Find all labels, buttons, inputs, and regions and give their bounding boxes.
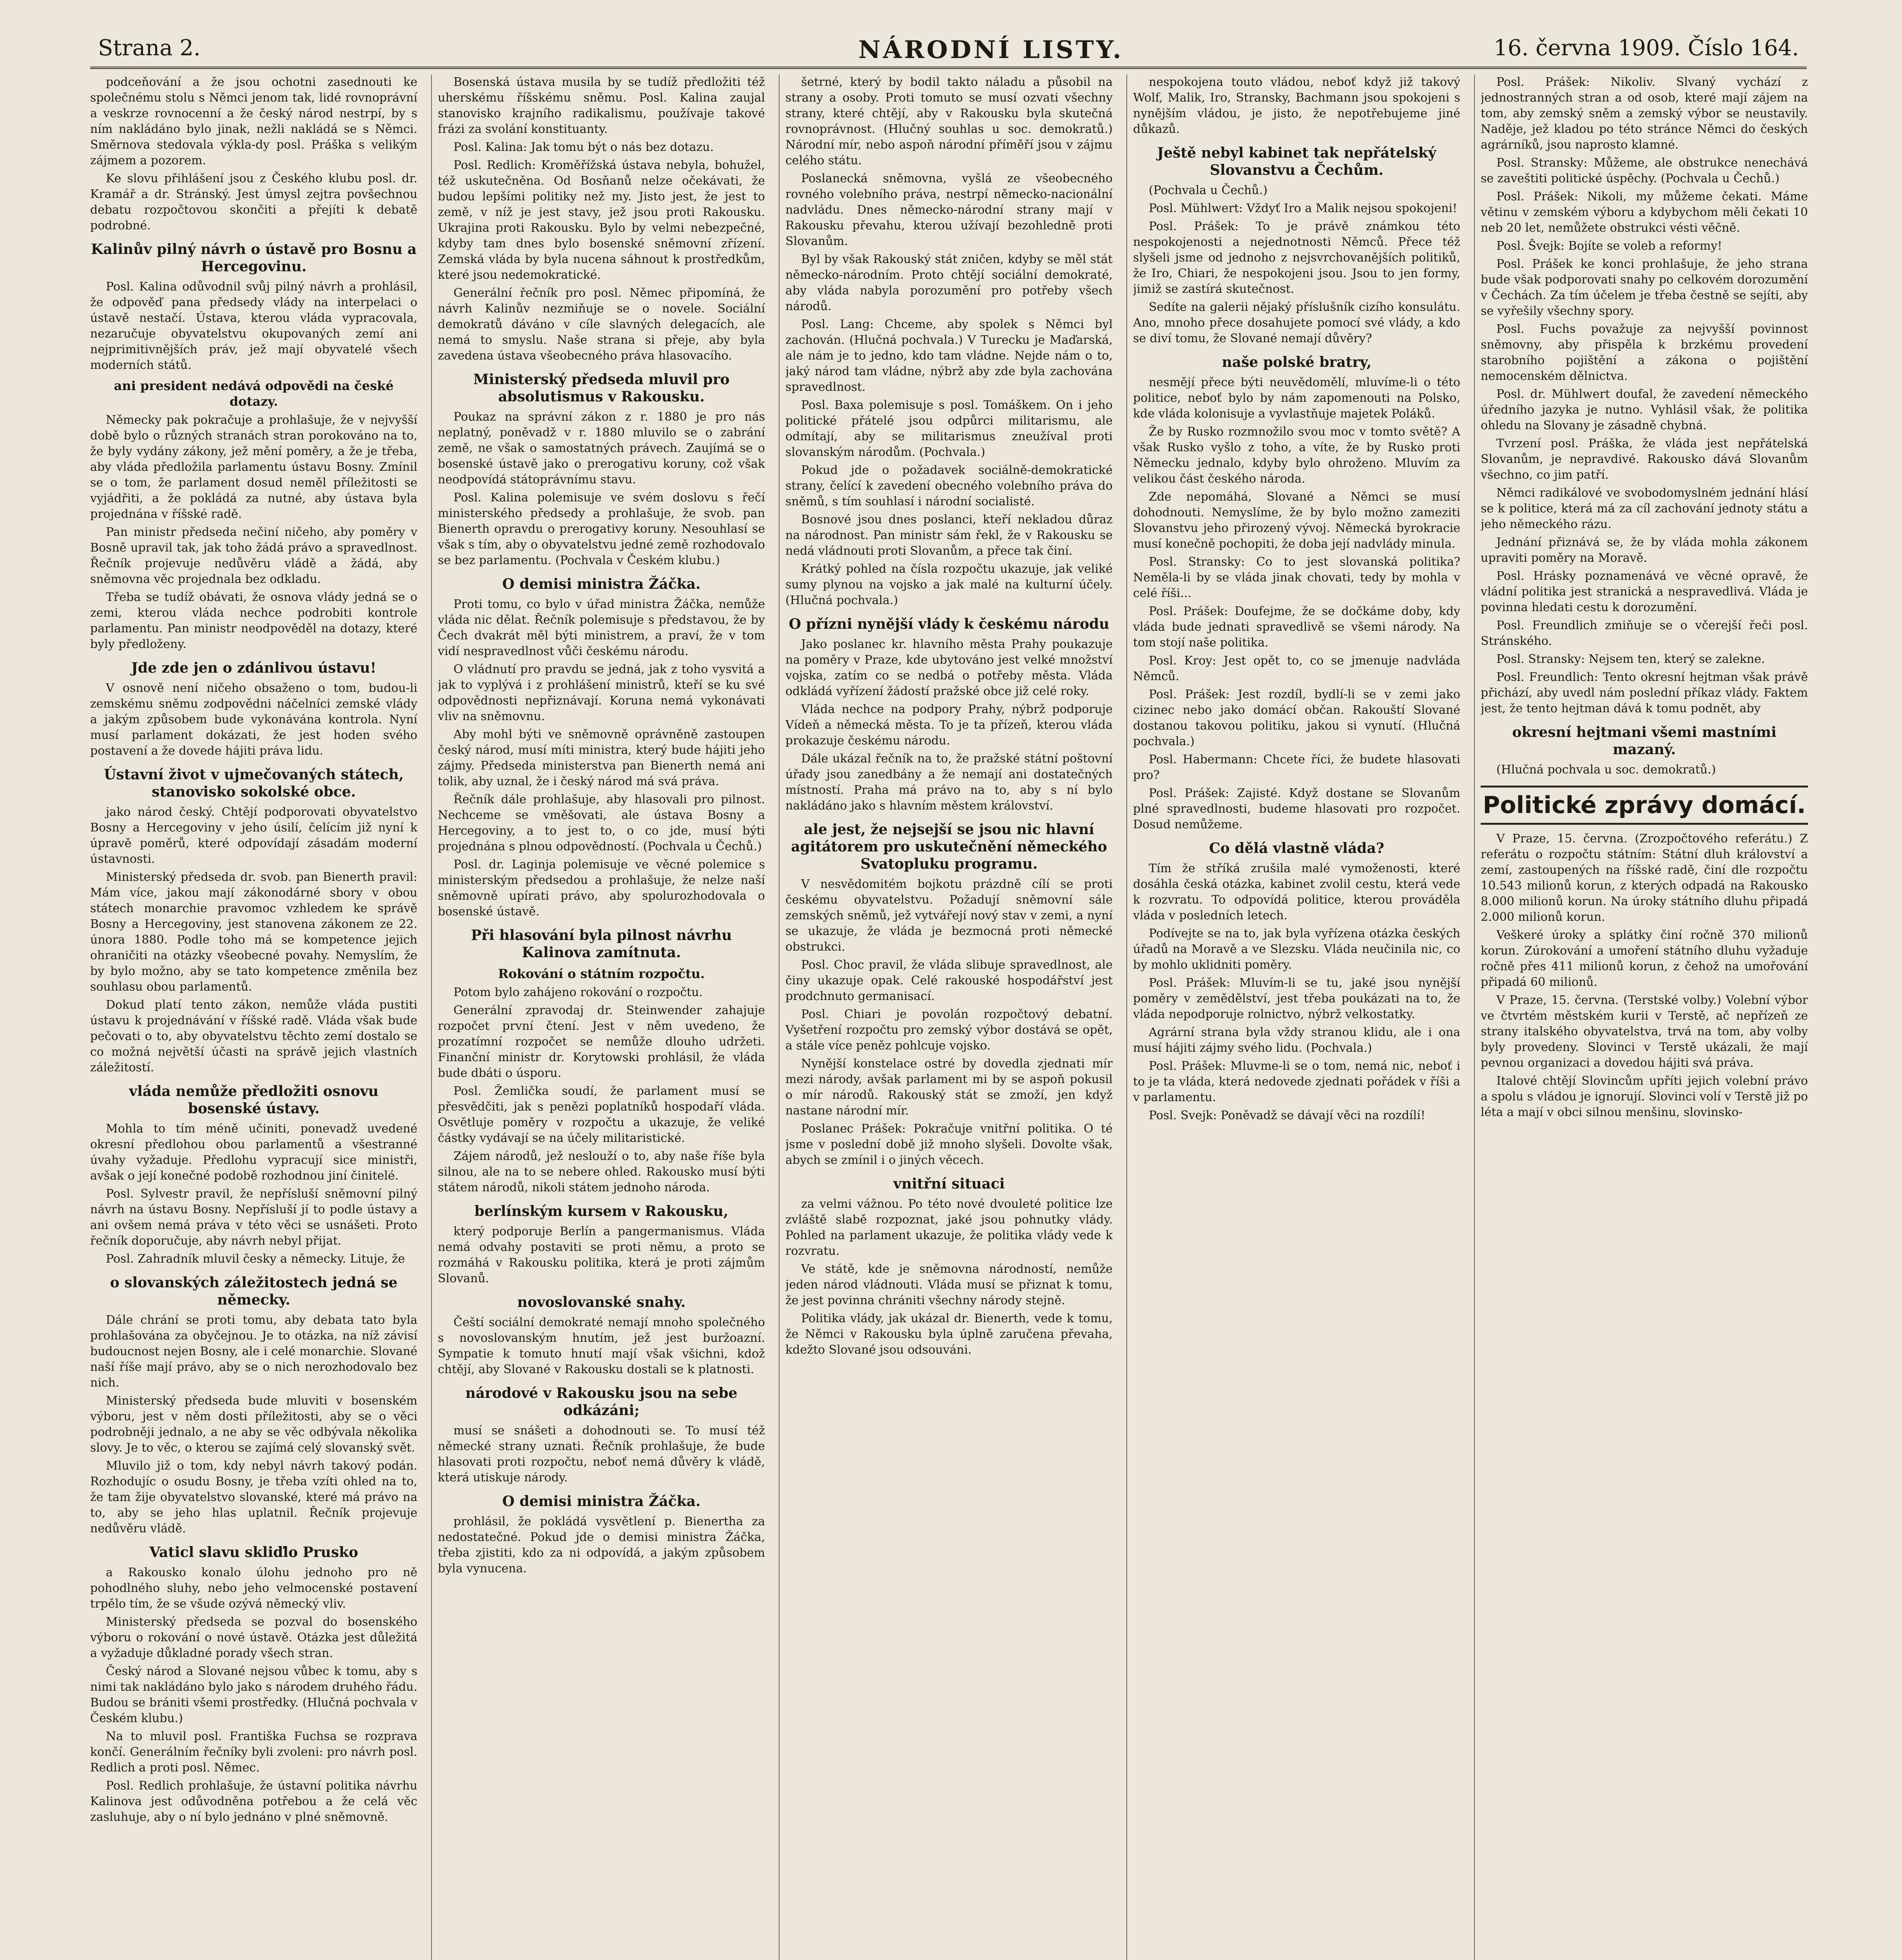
article-heading: vláda nemůže předložiti osnovu bosenské ústavy. (129, 1083, 379, 1117)
article-heading: ale jest, že nejsejší se jsou nic hlavní agitátorem pro uskutečnění německého Svatopluku programu. (791, 821, 1107, 872)
article-paragraph: Posl. Prášek: To je právě známkou této nespokojenosti a nejednotnosti Němců. Přece též slyšeli jsme od jednoho z nejsvrchovanějších politiků, že Iro, Chiari, že nespokojeni jsou. Jsou to jen formy, jimiž se zastírá skutečnost. (1133, 220, 1460, 296)
article-paragraph: V Praze, 15. června. (Terstské volby.) Volební výbor ve čtvrtém městském kurii v Terstě, ač nepřízeň ze strany italského obyvatelstva, trvá na tom, aby volby byly provedeny. Slovinci v Terstě ukázali, že mají pevnou organizaci a dovedou hájiti svá práva. (1481, 993, 1808, 1070)
article-heading: novoslovanské snahy. (517, 1294, 686, 1310)
article-paragraph: podceňování a že jsou ochotni zasednouti ke společnému stolu s Němci jenom tak, lidé rovnoprávní a veskrze rovnocenní a že český národ nestrpí, by s ním nakládáno bylo jinak, nežli nakládá se s Němci. Směrnova stedovala výkla-dy posl. Práška s velikým zájmem a pozorem. (90, 75, 417, 167)
article-paragraph: Němci radikálové ve svobodomyslném jednání hlásí se k politice, která má za cíl zachování jednoty státu a jeho německého rázu. (1481, 486, 1808, 531)
article-heading: O demisi ministra Žáčka. (502, 1493, 701, 1510)
article-paragraph: Bosenská ústava musila by se tudíž předložiti též uherskému říšskému sněmu. Posl. Kalina zaujal stanovisko krajního radikalismu, používaje takové frázi za svolání konstituanty. (438, 75, 765, 136)
article-heading: o slovanských záležitostech jedná se německy. (110, 1274, 398, 1308)
article-heading: Při hlasování byla pilnost návrhu Kalinova zamítnuta. (471, 927, 732, 961)
article-paragraph: musí se snášeti a dohodnouti se. To musí též německé strany uznati. Řečník prohlašuje, že bude hlasovati proti rozpočtu, neboť nemá důvěry k vládě, která utiskuje národy. (438, 1424, 765, 1485)
article-paragraph: Proti tomu, co bylo v úřad ministra Žáčka, nemůže vláda nic dělat. Řečník polemisuje s představou, že by Čech dvakrát měl býti ministrem, a praví, že v tom vidí nespravedlnost vůči českému národu. (438, 597, 765, 658)
article-paragraph: Bosnové jsou dnes poslanci, kteří nekladou důraz na národnost. Pan ministr sám řekl, že v Rakousku se nedá vládnouti proti Slovanům, a přece tak činí. (785, 513, 1113, 558)
article-paragraph: Posl. Svejk: Poněvadž se dávají věci na rozdílí! (1149, 1109, 1425, 1122)
column-2 (438, 74, 765, 1960)
article-heading: O přízni nynější vlády k českému národu (789, 616, 1110, 632)
article-paragraph: Posl. Redlich: Kroměřížská ústava nebyla, bohužel, též uskutečněna. Od Bosňanů nelze očekávati, že budou lepšími politiky než my. Jisto jest, že jest to země, v níž je jest stavy, jež jsou proti Rakousku. Ukrajina proti Rakousku. Bylo by velmi nebezpečné, kdyby tam dnes bylo bosenské sněmovní zřízení. Zemská vláda by byla nucena sáhnout k prostředkům, které jsou nedemokratické. (438, 158, 765, 282)
article-heading: Kalinův pilný návrh o ústavě pro Bosnu a Hercegovinu. (91, 241, 417, 275)
article-paragraph: Posl. Kroy: Jest opět to, co se jmenuje nadvláda Němců. (1133, 654, 1460, 683)
article-paragraph: Ke slovu přihlášení jsou z Českého klubu posl. dr. Kramář a dr. Stránský. Jest úmysl zejtra povšechnou debatu rozpočtovou skončiti a přejíti k debatě podrobné. (90, 172, 417, 232)
article-paragraph: nesmějí přece býti neuvědomělí, mluvíme-li o této politice, neboť bylo by nám zapomenouti na Polsko, kde vláda kolonisuje a vyvlastňuje majetek Poláků. (1133, 376, 1460, 421)
article-paragraph: Veškeré úroky a splátky činí ročně 370 milionů korun. Zúrokování a umoření státního dluhu vyžaduje ročně přes 411 milionů korun, z čehož na umořování připadá 60 milionů. (1481, 928, 1808, 989)
article-paragraph: Posl. Prášek: Mluvme-li se o tom, nemá nic, neboť i to je ta vláda, která nedovede zjednati pořádek v říši a v parlamentu. (1133, 1059, 1460, 1104)
article-paragraph: Posl. Zahradník mluvil česky a německy. Lituje, že (106, 1252, 405, 1266)
article-paragraph: Posl. Chiari je povolán rozpočtový debatní. Vyšetření rozpočtu pro zemský výbor dostává se opět, a stále více peněz pohlcuje vojsko. (785, 1007, 1113, 1053)
article-paragraph: Posl. Fuchs považuje za nejvyšší povinnost sněmovny, aby přispěla k brzkému provedení starobního pojištění a zákona o pojištění nemocenském dělnictva. (1481, 322, 1808, 383)
article-paragraph: Že by Rusko rozmnožilo svou moc v tomto světě? A však Rusko vyšlo z toho, a víte, že by Rusko proti Německu jednalo, kdyby bylo ohroženo. Mluvím za velikou část českého národa. (1133, 425, 1460, 486)
article-paragraph: Posl. Žemlička soudí, že parlament musí se přesvědčiti, jak s penězi poplatníků hospodaří vláda. Osvětluje poměry v rozpočtu a ukazuje, že veliké částky vydávají se na účely militaristické. (438, 1084, 765, 1145)
article-heading: Jde zde jen o zdánlivou ústavu! (131, 660, 377, 676)
article-paragraph: a Rakousko konalo úlohu jednoho pro ně pohodlného sluhy, nebo jeho velmocenské postavení trpělo tím, že se všude ozývá německý vliv. (90, 1566, 417, 1611)
article-paragraph: Posl. Stransky: Nejsem ten, který se zalekne. (1496, 652, 1765, 666)
article-paragraph: Posl. Lang: Chceme, aby spolek s Němci byl zachován. (Hlučná pochvala.) V Turecku je Maďarská, ale nám je to jedno, kdo tam vládne. Nejde nám o to, jaký národ tam vládne, nýbrž aby zde byla zachována spravedlnost. (785, 318, 1113, 394)
article-paragraph: Byl by však Rakouský stát zničen, kdyby se měl stát německo-národním. Proto chtějí sociální demokraté, aby vláda nabyla porozumění pro potřeby všech národů. (785, 252, 1113, 313)
article-paragraph: Italové chtějí Slovincům upříti jejich volební právo a spolu s vládou je ignorují. Slovinci volí v Terstě již po léta a mají v obci silnou menšinu, slovinsko- (1481, 1074, 1808, 1119)
article-paragraph: Ve státě, kde je sněmovna národností, nemůže jeden národ vládnouti. Vláda musí se přiznat k tomu, že jest povinna chrániti všechny národy stejně. (785, 1262, 1113, 1307)
article-paragraph: Posl. Stransky: Co to jest slovanská politika? Neměla-li by se vláda jinak chovati, tedy by mohla v celé říši... (1133, 555, 1460, 600)
column-5 (1481, 74, 1808, 1960)
article-heading: okresní hejtmani všemi mastními mazaný. (1512, 724, 1777, 758)
article-paragraph: Jako poslanec kr. hlavního města Prahy poukazuje na poměry v Praze, kde ubytováno jest velké množství vojska, zatím co se nedbá o potřeby města. Vláda odkládá vyřízení žádostí pražské obce již celé roky. (785, 637, 1113, 698)
column-divider (1474, 74, 1475, 1960)
article-paragraph: prohlásil, že pokládá vysvětlení p. Bienertha za nedostatečné. Pokud jde o demisi ministra Žáčka, třeba zjistiti, kdo za ni odpovídá, a jakým způsobem byla vynucena. (438, 1515, 765, 1575)
section-title: Politické zprávy domácí. (1481, 786, 1808, 825)
article-paragraph: Posl. Kalina: Jak tomu být o nás bez dotazu. (453, 140, 714, 154)
article-paragraph: Posl. dr. Laginja polemisuje ve věcné polemice s ministerským předsedou a prohlašuje, že nelze naší sněmovně upírati právo, aby spolurozhodovala o bosenské ústavě. (438, 858, 765, 918)
article-paragraph: Pokud jde o požadavek sociálně-demokratické strany, čelící k zavedení obecného volebního práva do sněmů, s tím souhlasí i národní socialisté. (785, 463, 1113, 508)
article-paragraph: Posl. Švejk: Bojíte se voleb a reformy! (1496, 239, 1722, 253)
article-heading: Vaticl slavu skliďlo Prusko (149, 1544, 358, 1561)
article-paragraph: Posl. Habermann: Chcete říci, že budete hlasovati pro? (1133, 753, 1460, 782)
newspaper-title: NÁRODNÍ LISTY. (858, 35, 1124, 64)
article-paragraph: Krátký pohled na čísla rozpočtu ukazuje, jak veliké sumy plynou na vojsko a jak malé na kulturní účely. (Hlučná pochvala.) (785, 562, 1113, 607)
article-paragraph: V Praze, 15. června. (Zrozpočtového referátu.) Z referátu o rozpočtu státním: Státní dluh království a zemí, zastoupených na říšské radě, činí dle rozpočtu 10.543 milionů korun, z kterých odpadá na Rakousko 8.000 milionů korun. Na úroky státního dluhu připadá 2.000 milionů korun. (1481, 832, 1808, 924)
article-heading: Ústavní život v ujmečovaných státech, stanovisko sokolské obce. (103, 766, 404, 800)
page-header (90, 31, 1807, 69)
article-paragraph: V osnově není ničeho obsaženo o tom, budou-li zemskému sněmu zodpovědni náčelníci zemské vlády a jakým způsobem bude vykonávána kontrola. Nyní musí parlament dokázati, že jest hoden svého postavení a že dovede hájiti práva lidu. (90, 681, 417, 758)
article-paragraph: Ministerský předseda se pozval do bosenského výboru o rokování o nové ústavě. Otázka jest důležitá a vyžaduje důkladné porady všech stran. (90, 1615, 417, 1660)
article-paragraph: Podívejte se na to, jak byla vyřízena otázka českých úřadů na Moravě a ve Slezsku. Vláda neučinila nic, co by mohlo uklidniti poměry. (1133, 927, 1460, 972)
article-paragraph: Zájem národů, jež neslouží o to, aby naše říše byla silnou, ale na to se nebere ohled. Rakousko musí býti státem národů, nikoli státem jednoho národa. (438, 1149, 765, 1194)
article-heading: Co dělá vlastně vláda? (1209, 840, 1384, 857)
article-paragraph: Posl. Hrásky poznamenává ve věcné opravě, že vládní politika jest stranická a nespravedlivá. Vláda je povinna hledati cestu k dorozumění. (1481, 569, 1808, 614)
article-paragraph: Posl. Prášek: Nikoli, my můžeme čekati. Máme větinu v zemském výboru a kdybychom měli čekati 10 neb 20 let, nemůžete obstrukci vésti věčně. (1481, 190, 1808, 235)
article-paragraph: Posl. dr. Mühlwert doufal, že zavedení německého úředního jazyka je nutno. Vyhlásil však, že politika ohledu na Slovany je zásadně chybná. (1481, 387, 1808, 432)
article-paragraph: Poukaz na správní zákon z r. 1880 je pro nás neplatný, poněvadž v r. 1880 mluvilo se o zabrání země, ne však o samostatných právech. Zaujímá se o bosenské ústavě jako o prerogativu koruny, což však neodpovídá státoprávnímu stavu. (438, 410, 765, 486)
article-paragraph: Aby mohl býti ve sněmovně oprávněně zastoupen český národ, musí míti ministra, který bude hájiti jeho zájmy. Předseda ministerstva pan Bienerth nemá ani tolik, aby uznal, že i český národ má svá práva. (438, 728, 765, 788)
article-paragraph: Posl. Choc pravil, že vláda slibuje spravedlnost, ale činy ukazuje opak. Celé rakouské hospodářství jest prodchnuto germanisací. (785, 958, 1113, 1003)
article-paragraph: Posl. Redlich prohlašuje, že ústavní politika návrhu Kalinova jest odůvodněna potřebou a že celá věc zasluhuje, aby o ní bylo jednáno v plné sněmovně. (90, 1779, 417, 1824)
article-paragraph: Posl. Stransky: Můžeme, ale obstrukce nenechává se zaveštiti politické úspěchy. (Pochvala u Čechů.) (1481, 156, 1808, 185)
article-paragraph: Posl. Prášek: Doufejme, že se dočkáme doby, kdy vláda bude jednati spravedlivě se všemi národy. Na tom stojí naše politika. (1133, 604, 1460, 650)
article-paragraph: O vládnutí pro pravdu se jedná, jak z toho vysvitá a jak to vyplývá i z prohlášení ministrů, kteří se ku své odpovědnosti nepřiznávají. Koruna nemá vykonávati vliv na sněmovnu. (438, 662, 765, 723)
article-subheading: Rokování o státním rozpočtu. (498, 966, 705, 981)
page-number: Strana 2. (98, 35, 201, 61)
article-paragraph: (Hlučná pochvala u soc. demokratů.) (1496, 763, 1716, 777)
article-paragraph: Zde nepomáhá, Slované a Němci se musí dohodnouti. Nemyslíme, že by bylo možno zameziti Slovanstvu jeho přirozený vývoj. Německá byrokracie musí konečně pochopiti, že doba její nadvlády minula. (1133, 490, 1460, 551)
article-paragraph: Politika vlády, jak ukázal dr. Bienerth, vede k tomu, že Němci v Rakousku byla úplně zaručena převaha, kdežto Slované jsou odsouváni. (785, 1312, 1113, 1357)
article-paragraph: Řečník dále prohlašuje, aby hlasovali pro pilnost. Nechceme se vměšovati, ale ústava Bosny a Hercegoviny, a to jest to, o co jde, musí býti projednána s plnou odpovědností. (Pochvala u Čechů.) (438, 793, 765, 853)
column-divider (779, 74, 780, 1960)
article-paragraph: Mluvilo již o tom, kdy nebyl návrh takový podán. Rozhodujíc o osudu Bosny, je třeba vzíti ohled na to, že tam žije obyvatelstvo slovanské, které má právo na to, aby se jeho hlas uplatnil. Řečník projevuje nedůvěru vládě. (90, 1459, 417, 1535)
article-paragraph: Čeští sociální demokraté nemají mnoho společného s novoslovanským hnutím, jež jest buržoazní. Sympatie k tomuto hnutí mají však všichni, kdož chtějí, aby Slované v Rakousku dostali se k platnosti. (438, 1316, 765, 1376)
article-paragraph: Pan ministr předseda nečiní ničeho, aby poměry v Bosně upravil tak, jak toho žádá právo a spravedlnost. Řečník projevuje nedůvěru vládě a žádá, aby sněmovna věc projednala bez odkladu. (90, 525, 417, 586)
article-paragraph: Agrární strana byla vždy stranou klidu, ale i ona musí hájiti zájmy svého lidu. (Pochvala.) (1133, 1025, 1460, 1055)
article-paragraph: Dále chrání se proti tomu, aby debata tato byla prohlašována za obyčejnou. Je to otázka, na níž závisí budoucnost nejen Bosny, ale i celé monarchie. Slované naší říše mají právo, aby se o nich nerozhodovalo bez nich. (90, 1313, 417, 1390)
article-paragraph: Ministerský předseda bude mluviti v bosenském výboru, jest v něm dosti příležitosti, aby se o věci podrobněji jednalo, a ne aby se věc odbývala několika slovy. Je to věc, o kterou se zajímá celý slovanský svět. (90, 1394, 417, 1455)
article-paragraph: Posl. Freundlich: Tento okresní hejtman však právě přichází, aby uvedl nám poslední příkaz vlády. Faktem jest, že tento hejtman dává k tomu podnět, aby (1481, 670, 1808, 715)
article-paragraph: Ministerský předseda dr. svob. pan Bienerth pravil: Mám více, jakou mají zákonodárné sbory v obou státech monarchie pravomoc vzhledem ke správě Bosny a Hercegoviny, jest stanovena zákonem ze 22. února 1880. Podle toho má se kompetence jejich ohraničiti na otázky všeobecné povahy. Nemyslím, že by bylo možno, aby se tato kompetence změnila bez souhlasu obou parlamentů. (90, 870, 417, 994)
article-paragraph: Generální řečník pro posl. Němec připomíná, že návrh Kalinův nezmiňuje se o novele. Sociální demokratů dáváno v cíle slavných delegacích, ale nemá to smyslu. Naše strana si přeje, aby byla zavedena ústava všeobecného práva hlasovacího. (438, 286, 765, 363)
article-paragraph: šetrné, který by bodil takto náladu a působil na strany a osoby. Proti tomuto se musí ozvati všechny strany, které chtějí, aby v Rakousku byla skutečná rovnoprávnost. (Hlučný souhlas u soc. demokratů.) Národní mír, nebo aspoň národní příměří jsou v zájmu celého státu. (785, 75, 1113, 167)
article-heading: berlínským kursem v Rakousku, (474, 1203, 729, 1220)
article-paragraph: Posl. Prášek: Nikoliv. Slvaný vychází z jednostranných stran a od osob, které mají zájem na tom, aby zemský sněm a zemský výbor se neustavily. Naděje, jež kladou po této stránce Němci do českých agrárníků, jsou naprosto klamné. (1481, 75, 1808, 152)
article-paragraph: Posl. Prášek: Mluvím-li se tu, jaké jsou nynější poměry v zemědělství, jest třeba poukázati na to, že vláda nepodporuje rolnictvo, nýbrž velkostatky. (1133, 976, 1460, 1021)
article-paragraph: Posl. Baxa polemisuje s posl. Tomáškem. On i jeho politické přátelé jsou odpůrci militarismu, ale odmítají, aby se militarismus zneužíval proti slovanským národům. (Pochvala.) (785, 398, 1113, 459)
column-3 (785, 74, 1113, 1960)
article-paragraph: (Pochvala u Čechů.) (1149, 183, 1267, 197)
column-1 (90, 74, 417, 1960)
article-paragraph: Posl. Kalina odůvodnil svůj pilný návrh a prohlásil, že odpověď pana předsedy vlády na interpelaci o ústavě nestačí. Ústava, kterou vláda vypracovala, nezaručuje obyvatelstvu okupovaných zemí ani nejprimitivnějších práv, jež mají obyvatelé všech moderních států. (90, 280, 417, 372)
article-paragraph: Dokud platí tento zákon, nemůže vláda pustiti ústavu k projednávání v říšské radě. Vláda však bude pečovati o to, aby obyvatelstvu těchto zemí dostalo se co možná největší účasti na správě jejich vlastních záležitostí. (90, 998, 417, 1074)
article-paragraph: který podporuje Berlín a pangermanismus. Vláda nemá odvahy postaviti se proti němu, a proto se rozmáhá v Rakousku politika, která je proti zájmům Slovanů. (438, 1225, 765, 1285)
article-paragraph: Český národ a Slované nejsou vůbec k tomu, aby s nimi tak nakládáno bylo jako s národem druhého řádu. Budou se brániti všemi prostředky. (Hlučná pochvala v Českém klubu.) (90, 1664, 417, 1725)
article-paragraph: Posl. Prášek: Zajisté. Když dostane se Slovanům plné spravedlnosti, budeme hlasovati pro rozpočet. Dosud nemůžeme. (1133, 786, 1460, 831)
article-paragraph: za velmi vážnou. Po této nové dvouleté politice lze zvláště slabě rozpoznat, jaké jsou pohnutky vlády. Pohled na parlament ukazuje, že politika vlády vede k rozvratu. (785, 1197, 1113, 1258)
article-paragraph: Třeba se tudíž obávati, že osnova vlády jedná se o zemi, kterou vláda nechce podrobiti kontrole parlamentu. Pan ministr neodpověděl na dotazy, které byly předloženy. (90, 590, 417, 651)
article-paragraph: Sedíte na galerii nějaký příslušník cizího konsulátu. Ano, mnoho přece dosahujete pomocí své vlády, a kdo se diví tomu, že Slované nemají důvěry? (1133, 300, 1460, 345)
issue-date: 16. června 1909. Číslo 164. (1494, 35, 1799, 61)
article-heading: Ministerský předseda mluvil pro absolutismus v Rakousku. (473, 371, 730, 405)
article-paragraph: Mohla to tím méně učiniti, ponevadž uvedené okresní předlohou obou parlamentů a všestranné úvahy vyžaduje. Předlohu vypracují sice ministři, avšak o její konečné podobě rozhodnou jiní činitelé. (90, 1122, 417, 1183)
article-paragraph: Poslanecká sněmovna, vyšlá ze všeobecného rovného volebního práva, nestrpí německo-nacionální nadvládu. Dnes německo-národní strany mají v Rakousku převahu, kterou užívají bezohledně proti Slovanům. (785, 172, 1113, 248)
article-heading: naše polské bratry, (1222, 354, 1372, 370)
article-paragraph: Posl. Sylvestr pravil, že nepřísluší sněmovní pilný návrh na ústavu Bosny. Nepřísluší jí to podle ústavy a ani ovšem nemá práva v této věci se usnášeti. Proto řečník doporučuje, aby návrh nebyl přijat. (90, 1187, 417, 1248)
article-paragraph: nespokojena touto vládou, neboť když již takový Wolf, Malik, Iro, Stransky, Bachmann jsou spokojeni s nynějším vládou, je jisto, že nepotřebujeme jiné důkazů. (1133, 75, 1460, 136)
article-paragraph: V nesvědomitém bojkotu prázdně cílí se proti českému obyvatelstvu. Požadují sněmovní sále zemských sněmů, jež vytvářejí nový stav v zemi, a nyní se ukazuje, že vláda je bezmocná proti německé obstrukci. (785, 877, 1113, 954)
article-paragraph: Posl. Freundlich zmiňuje se o včerejší řeči posl. Stránského. (1481, 619, 1808, 648)
article-paragraph: jako národ český. Chtějí podporovati obyvatelstvo Bosny a Hercegoviny v jeho úsilí, čelícím již nyní k úpravě poměrů, které odpovídají zásadám moderní ústavnosti. (90, 805, 417, 866)
article-paragraph: Nynější konstelace ostré by dovedla zjednati mír mezi národy, avšak parlament mi by se aspoň pokusil o mír národů. Rakouský stát se zmoží, jen když nastane národní mír. (785, 1057, 1113, 1118)
column-divider (431, 74, 432, 1960)
article-paragraph: Jednání přiznává se, že by vláda mohla zákonem upraviti poměry na Moravě. (1481, 535, 1808, 565)
article-paragraph: Německy pak pokračuje a prohlašuje, že v nejvyšší době bylo o různých stranách stran porokováno na to, že byly vydány zákony, jež mění poměry, a že je třeba, aby vláda předložila parlamentu ústavu Bosny. Zmínil se o tom, že parlament dosud neměl příležitosti se vyjádřiti, a že pokládá za nutné, aby ústava byla projednána v říšské radě. (90, 413, 417, 521)
article-paragraph: Poslanec Prášek: Pokračuje vnitřní politika. O té jsme v poslední době již mnoho slyšeli. Dovolte však, abych se zmínil i o jiných věcech. (785, 1122, 1113, 1167)
article-heading: O demisi ministra Žáčka. (502, 576, 701, 592)
article-paragraph: Na to mluvil posl. Františka Fuchsa se rozprava končí. Generálním řečníky byli zvoleni: pro návrh posl. Redlich a proti posl. Němec. (90, 1730, 417, 1775)
article-subheading: ani president nedává odpovědi na české dotazy. (114, 378, 394, 409)
article-paragraph: Posl. Prášek: Jest rozdíl, bydlí-li se v zemi jako cizinec nebo jako domácí občan. Rakouští Slované dostanou takovou politiku, jakou si vynutí. (Hlučná pochvala.) (1133, 688, 1460, 748)
article-paragraph: Tím že stříká zrušila malé vymoženosti, které dosáhla česká otázka, kabinet zvolil cestu, která vede k rozvratu. To odpovídá politice, kterou prováděla vláda v posledních letech. (1133, 862, 1460, 922)
article-heading: vnitřní situaci (893, 1176, 1005, 1192)
column-4 (1133, 74, 1460, 1960)
article-paragraph: Potom bylo zahájeno rokování o rozpočtu. (453, 985, 703, 999)
article-paragraph: Posl. Kalina polemisuje ve svém doslovu s řečí ministerského předsedy a prohlašuje, že svob. pan Bienerth opravdu o prerogativy koruny. Nesouhlasí se však s tím, aby o obyvatelstvu jedné země rozhodovalo se bez parlamentu. (Pochvala v Českém klubu.) (438, 491, 765, 567)
article-paragraph: Posl. Mühlwert: Vždyť Iro a Malik nejsou spokojeni! (1149, 201, 1458, 215)
article-paragraph: Posl. Prášek ke konci prohlašuje, že jeho strana bude však podporovati snahy po celkovém dorozumění v Čechách. Za tím účelem je třeba čestně se sejíti, aby se vyřešily všechny spory. (1481, 257, 1808, 318)
article-paragraph: Tvrzení posl. Práška, že vláda jest nepřátelská Slovanům, je nepravdivé. Rakousko dává Slovanům všechno, co jim patří. (1481, 437, 1808, 482)
article-paragraph: Dále ukázal řečník na to, že pražské státní poštovní úřady jsou zanedbány a že nemají ani dostatečných místností. Praha má právo na to, aby s ní bylo nakládáno jako s hlavním městem království. (785, 752, 1113, 813)
column-divider (1126, 74, 1127, 1960)
article-paragraph: Vláda nechce na podpory Prahy, nýbrž podporuje Vídeň a německá města. To je ta přízeň, kterou vláda prokazuje českému národu. (785, 702, 1113, 748)
article-paragraph: Generální zpravodaj dr. Steinwender zahajuje rozpočet první čtení. Jest v něm uvedeno, že prozatímní rozpočet se nemůže dlouho udržeti. Finanční ministr dr. Korytowski prohlásil, že vláda bude dbáti o úsporu. (438, 1004, 765, 1080)
article-heading: národové v Rakousku jsou na sebe odkázáni; (465, 1385, 738, 1419)
article-columns (90, 74, 1807, 1960)
article-heading: Ještě nebyl kabinet tak nepřátelský Slovanstvu a Čechům. (1157, 145, 1436, 178)
